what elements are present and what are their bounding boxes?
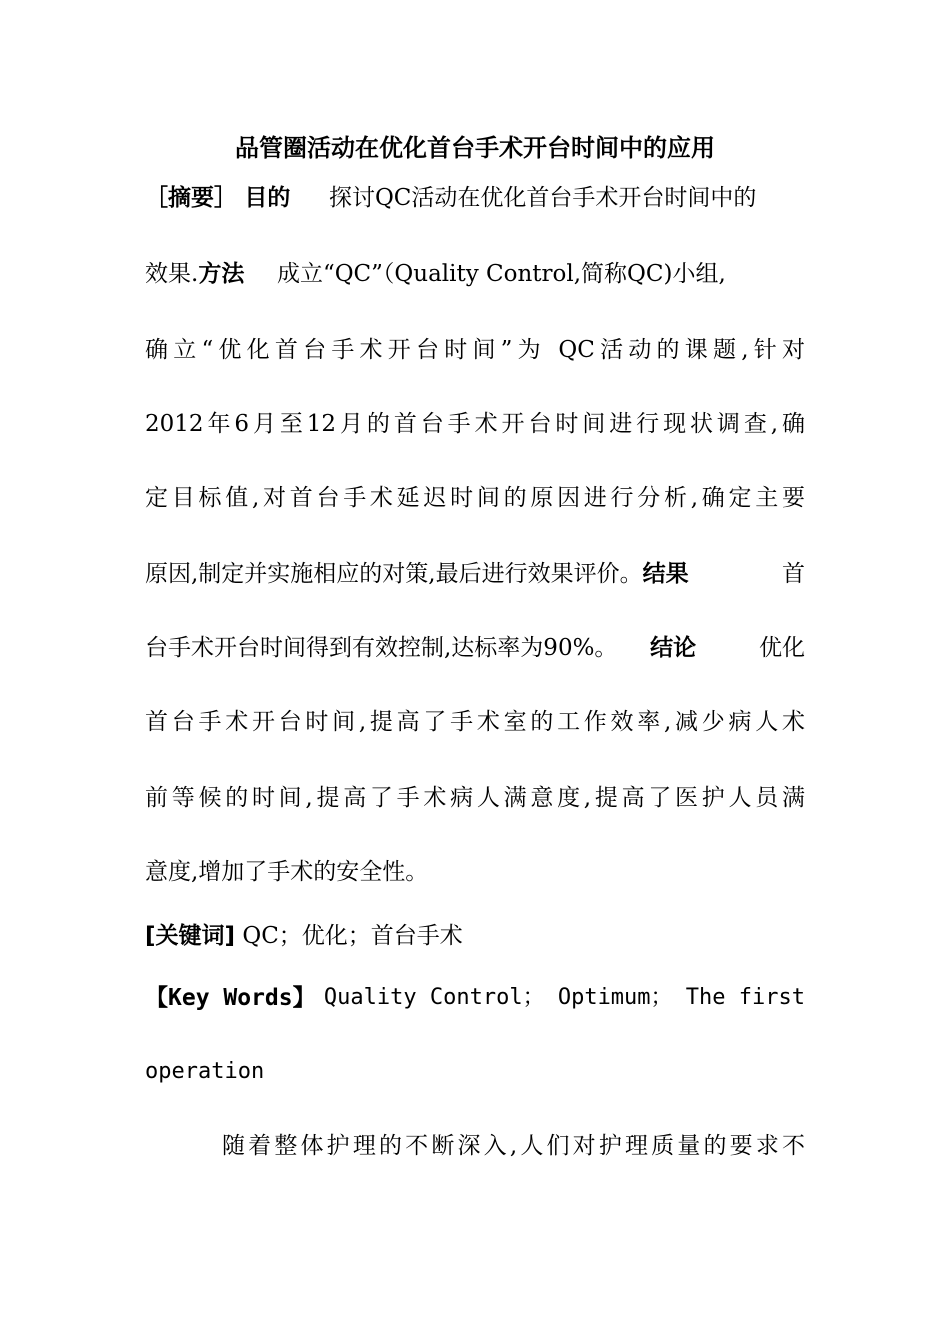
body-paragraph-line-1: 随着整体护理的不断深入,人们对护理质量的要求不 [222,1133,805,1159]
abstract-line-6 [145,556,805,592]
document-title: 品管圈活动在优化首台手术开台时间中的应用 [235,134,715,162]
abstract-line-5: 定目标值,对首台手术延迟时间的原因进行分析,确定主要 [145,485,805,511]
abstract-text: 成立“QC”（Quality Control,简称QC)小组, [276,261,726,287]
keywords-text: QC；优化；首台手术 [242,923,463,949]
abstract-text: 效果. [145,261,199,287]
abstract-text: 原因,制定并实施相应的对策,最后进行效果评价。 [145,561,643,587]
abstract-text: 首 [782,561,805,587]
keywords-line [145,918,805,954]
abstract-line-8: 首台手术开台时间,提高了手术室的工作效率,减少病人术 [145,709,805,735]
key-words-en-text: Quality Control； Optimum； The first [323,985,805,1010]
key-words-en-label: 【Key Words】 [145,985,316,1011]
abstract-text: 优化 [759,635,805,661]
abstract-line-2 [145,256,805,292]
result-label: 结果 [642,561,689,587]
key-words-en-line-2: operation [145,1059,265,1084]
abstract-line-9: 前等候的时间,提高了手术病人满意度,提高了医护人员满 [145,785,805,811]
abstract-label: ［摘要］ [145,185,237,211]
conclusion-label: 结论 [650,635,697,661]
abstract-line-10: 意度,增加了手术的安全性。 [145,859,429,885]
abstract-line-4: 2012年6月至12月的首台手术开台时间进行现状调查,确 [145,411,805,437]
keywords-label: [关键词] [145,923,236,949]
abstract-line-3: 确立“优化首台手术开台时间”为 QC活动的课题,针对 [145,337,805,363]
abstract-line-7 [145,630,805,666]
purpose-label: 目的 [244,185,291,211]
method-label: 方法 [198,261,245,287]
abstract-line-1 [145,180,805,216]
abstract-text: 探讨QC活动在优化首台手术开台时间中的 [328,185,757,211]
abstract-text: 台手术开台时间得到有效控制,达标率为90%。 [145,635,618,661]
key-words-en-line-1 [145,980,805,1016]
